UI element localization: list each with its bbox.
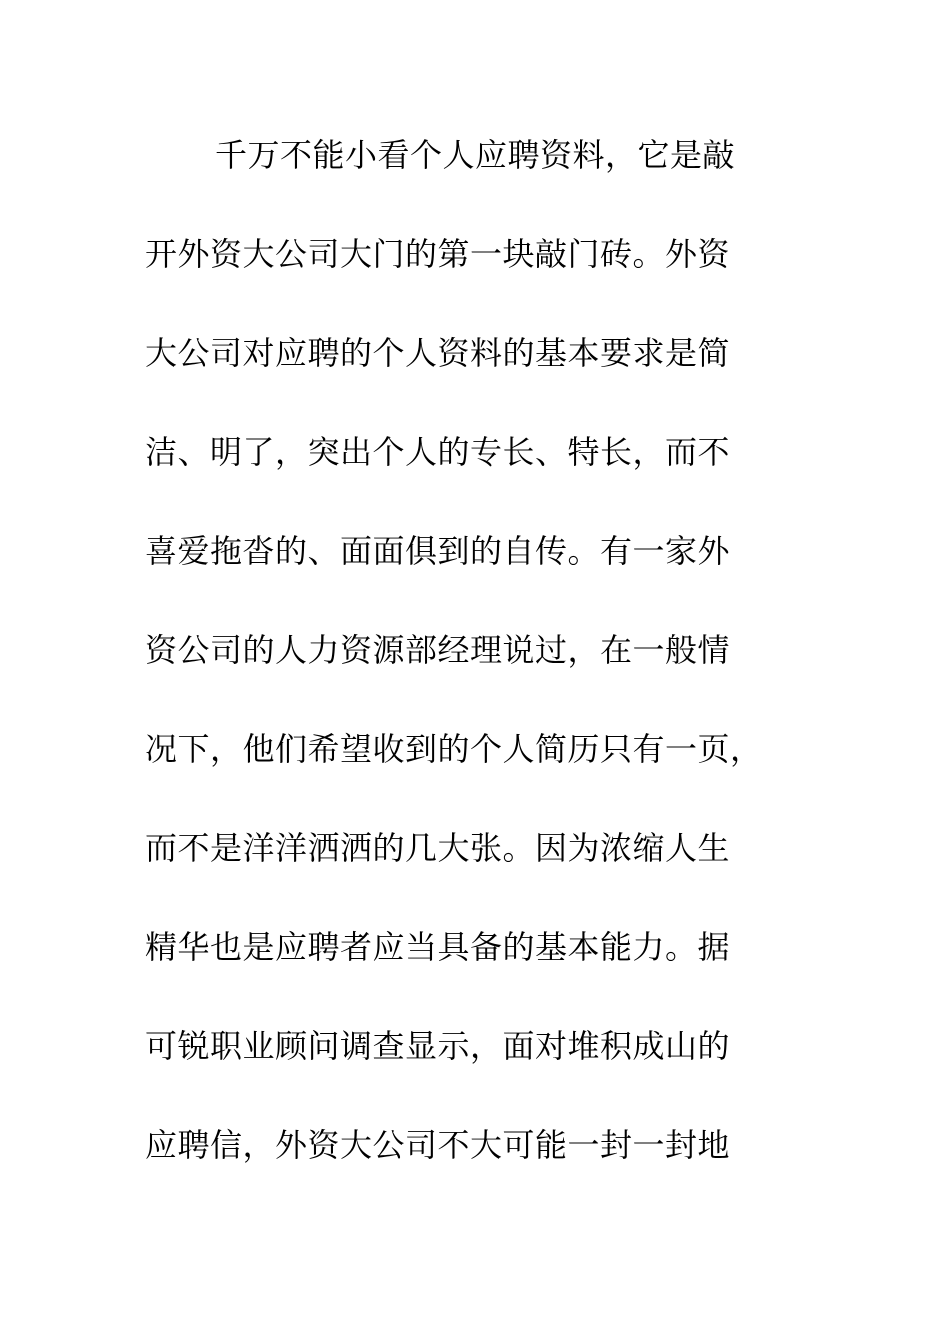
paragraph-line: 精华也是应聘者应当具备的基本能力。据 — [145, 928, 731, 966]
paragraph-line: 应聘信，外资大公司不大可能一封一封地 — [145, 1126, 731, 1164]
body-paragraph — [145, 128, 825, 1217]
paragraph-line: 开外资大公司大门的第一块敲门砖。外资 — [145, 235, 731, 273]
paragraph-line: 资公司的人力资源部经理说过，在一般情 — [145, 631, 731, 669]
paragraph-line: 而不是洋洋洒洒的几大张。因为浓缩人生 — [145, 829, 731, 867]
paragraph-line: 洁、明了，突出个人的专长、特长，而不 — [145, 433, 731, 471]
paragraph-line: 况下，他们希望收到的个人简历只有一页， — [145, 730, 763, 768]
paragraph-line: 喜爱拖沓的、面面俱到的自传。有一家外 — [145, 532, 731, 570]
paragraph-line: 可锐职业顾问调查显示，面对堆积成山的 — [145, 1027, 731, 1065]
paragraph-line: 大公司对应聘的个人资料的基本要求是简 — [145, 334, 731, 372]
paragraph-line: 千万不能小看个人应聘资料，它是敲 — [215, 136, 736, 174]
